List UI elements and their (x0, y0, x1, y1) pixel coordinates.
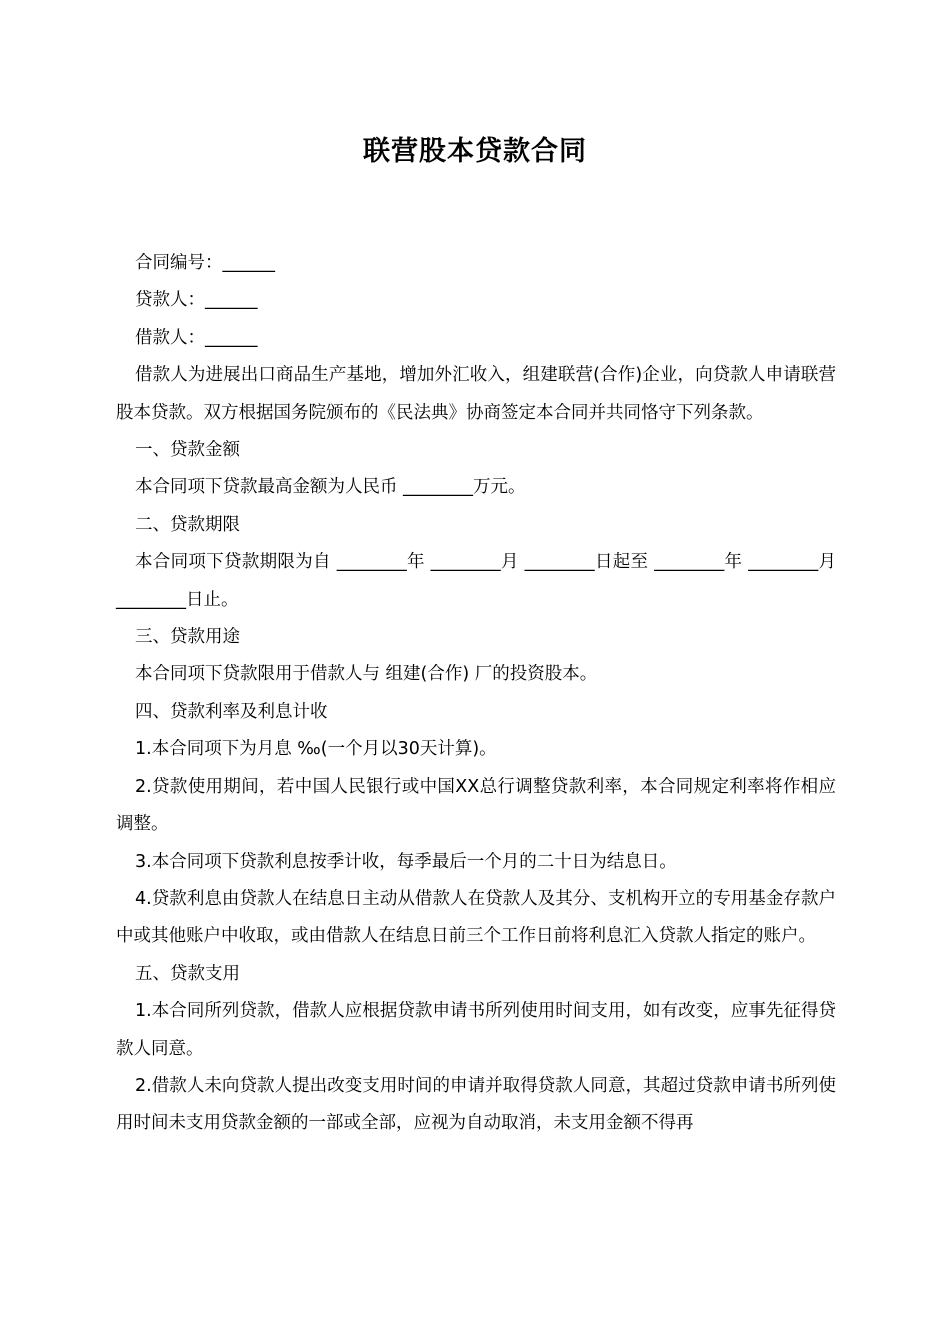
disbursement-clause-2: 2.借款人未向贷款人提出改变支用时间的申请并取得贷款人同意，其超过贷款申请书所列使用时间未支用贷款金额的一部或全部，应视为自动取消，未支用金额不得再 (116, 1075, 836, 1134)
interest-clause-4: 4.贷款利息由贷款人在结息日主动从借款人在贷款人及其分、支机构开立的专用基金存款户中或其他账户中收取，或由借款人在结息日前三个工作日前将利息汇入贷款人指定的账户。 (116, 888, 836, 947)
loan-term-paragraph: 本合同项下贷款期限为自 ________年 ________月 ________日起至 ________年 ________月 ________日止。 (116, 552, 836, 610)
interest-clause-3: 3.本合同项下贷款利息按季计收，每季最后一个月的二十日为结息日。 (135, 851, 677, 872)
disbursement-clause-1: 1.本合同所列贷款，借款人应根据贷款申请书所列使用时间支用，如有改变，应事先征得贷款人同意。 (116, 1001, 836, 1059)
document-body (116, 245, 836, 1143)
section-heading-loan-purpose: 三、贷款用途 (135, 627, 240, 648)
contract-number-line: 合同编号：______ (135, 253, 275, 273)
loan-purpose-paragraph: 本合同项下贷款限用于借款人与 组建(合作) 厂的投资股本。 (135, 664, 598, 685)
interest-clause-1: 1.本合同项下为月息 ‰(一个月以30天计算)。 (135, 739, 497, 760)
interest-clause-2: 2.贷款使用期间，若中国人民银行或中国XX总行调整贷款利率，本合同规定利率将作相应调整。 (116, 776, 836, 835)
loan-amount-paragraph: 本合同项下贷款最高金额为人民币 ________万元。 (135, 477, 526, 498)
borrower-line: 借款人：______ (135, 327, 258, 348)
lender-line: 贷款人：______ (135, 290, 258, 311)
preamble-paragraph: 借款人为进展出口商品生产基地，增加外汇收入，组建联营(合作)企业，向贷款人申请联营股本贷款。双方根据国务院颁布的《民法典》协商签定本合同并共同恪守下列条款。 (116, 365, 836, 423)
section-heading-interest: 四、贷款利率及利息计收 (135, 701, 328, 722)
document-title: 联营股本贷款合同 (363, 136, 587, 167)
section-heading-loan-amount: 一、贷款金额 (135, 440, 240, 461)
section-heading-loan-term: 二、贷款期限 (135, 514, 240, 535)
section-heading-disbursement: 五、贷款支用 (135, 963, 240, 984)
